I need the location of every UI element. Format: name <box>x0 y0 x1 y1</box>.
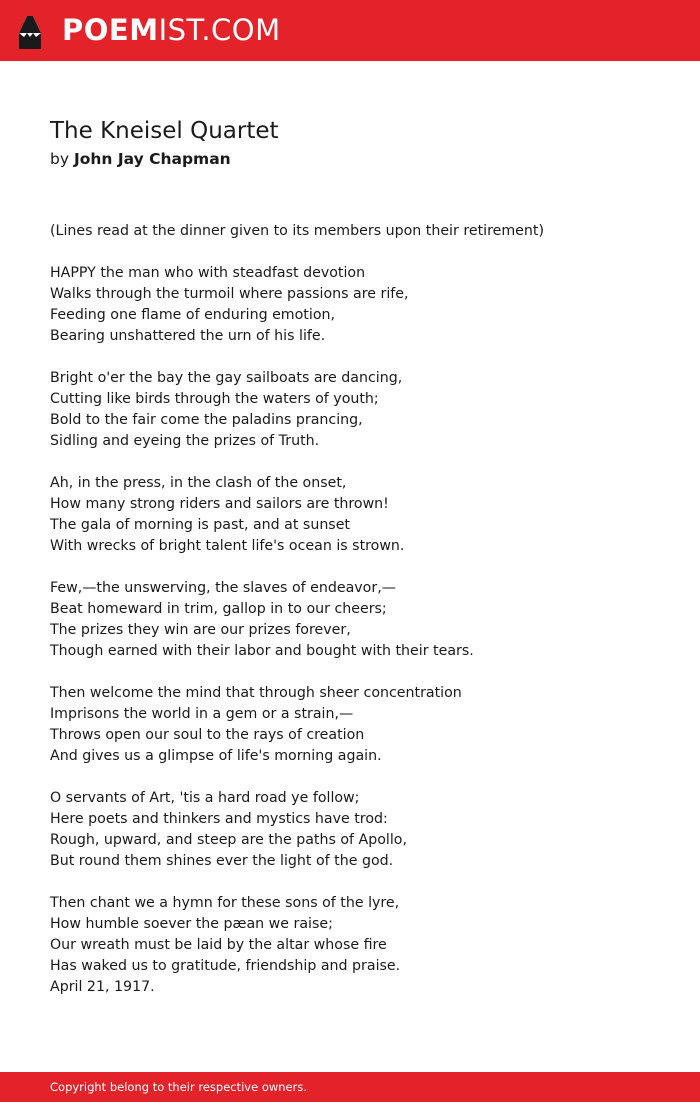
poem-line: Here poets and thinkers and mystics have trod: <box>50 811 388 827</box>
poem-line: Feeding one flame of enduring emotion, <box>50 307 335 323</box>
stanza-gap <box>50 557 660 578</box>
pencil-tip-icon[interactable] <box>17 9 43 51</box>
poem-line: O servants of Art, 'tis a hard road ye follow; <box>50 790 360 806</box>
site-header <box>0 0 700 61</box>
poem-title: The Kneisel Quartet <box>50 118 279 144</box>
copyright-text: Copyright belong to their respective owners. <box>50 1080 308 1094</box>
stanza-gap <box>50 452 660 473</box>
site-logo[interactable] <box>62 12 281 48</box>
logo-light-text: IST.COM <box>158 13 281 47</box>
poem-content <box>50 116 660 998</box>
poem-body <box>50 221 660 998</box>
poem-line: Our wreath must be laid by the altar whose fire <box>50 937 387 953</box>
poem-line: Then welcome the mind that through sheer concentration <box>50 685 462 701</box>
stanza-gap <box>50 662 660 683</box>
poem-line: With wrecks of bright talent life's ocean is strown. <box>50 538 405 554</box>
poem-line: How many strong riders and sailors are thrown! <box>50 496 389 512</box>
by-prefix: by <box>50 150 70 168</box>
stanza-gap <box>50 767 660 788</box>
poem-line: Few,—the unswerving, the slaves of endeavor,— <box>50 580 396 596</box>
poem-line: The gala of morning is past, and at sunset <box>50 517 350 533</box>
stanza-gap <box>50 347 660 368</box>
poem-line: And gives us a glimpse of life's morning again. <box>50 748 382 764</box>
poem-line: Ah, in the press, in the clash of the onset, <box>50 475 347 491</box>
poem-line: Rough, upward, and steep are the paths of Apollo, <box>50 832 407 848</box>
poem-line: But round them shines ever the light of the god. <box>50 853 394 869</box>
poem-line: April 21, 1917. <box>50 979 155 995</box>
logo-bold-text: POEM <box>62 13 159 47</box>
poem-line: Throws open our soul to the rays of creation <box>50 727 365 743</box>
poem-line: The prizes they win are our prizes forever, <box>50 622 351 638</box>
poem-line: Though earned with their labor and bought with their tears. <box>50 643 474 659</box>
poem-line: Then chant we a hymn for these sons of the lyre, <box>50 895 400 911</box>
site-footer <box>0 1072 700 1102</box>
poem-line: Cutting like birds through the waters of youth; <box>50 391 379 407</box>
poem-line: How humble soever the pæan we raise; <box>50 916 333 932</box>
stanza-gap <box>50 872 660 893</box>
poem-line: Bright o'er the bay the gay sailboats are dancing, <box>50 370 403 386</box>
poem-line: Imprisons the world in a gem or a strain,— <box>50 706 354 722</box>
poem-line: Has waked us to gratitude, friendship and praise. <box>50 958 401 974</box>
stanza-gap <box>50 242 660 263</box>
author-name: John Jay Chapman <box>73 150 231 168</box>
poem-line: Sidling and eyeing the prizes of Truth. <box>50 433 320 449</box>
poem-line: Bearing unshattered the urn of his life. <box>50 328 326 344</box>
poem-line: Beat homeward in trim, gallop in to our cheers; <box>50 601 387 617</box>
poem-line: Bold to the fair come the paladins prancing, <box>50 412 363 428</box>
poem-line: Walks through the turmoil where passions are rife, <box>50 286 409 302</box>
poem-line: HAPPY the man who with steadfast devotion <box>50 265 366 281</box>
poem-subtitle: (Lines read at the dinner given to its members upon their retirement) <box>50 223 544 239</box>
byline <box>50 147 660 171</box>
